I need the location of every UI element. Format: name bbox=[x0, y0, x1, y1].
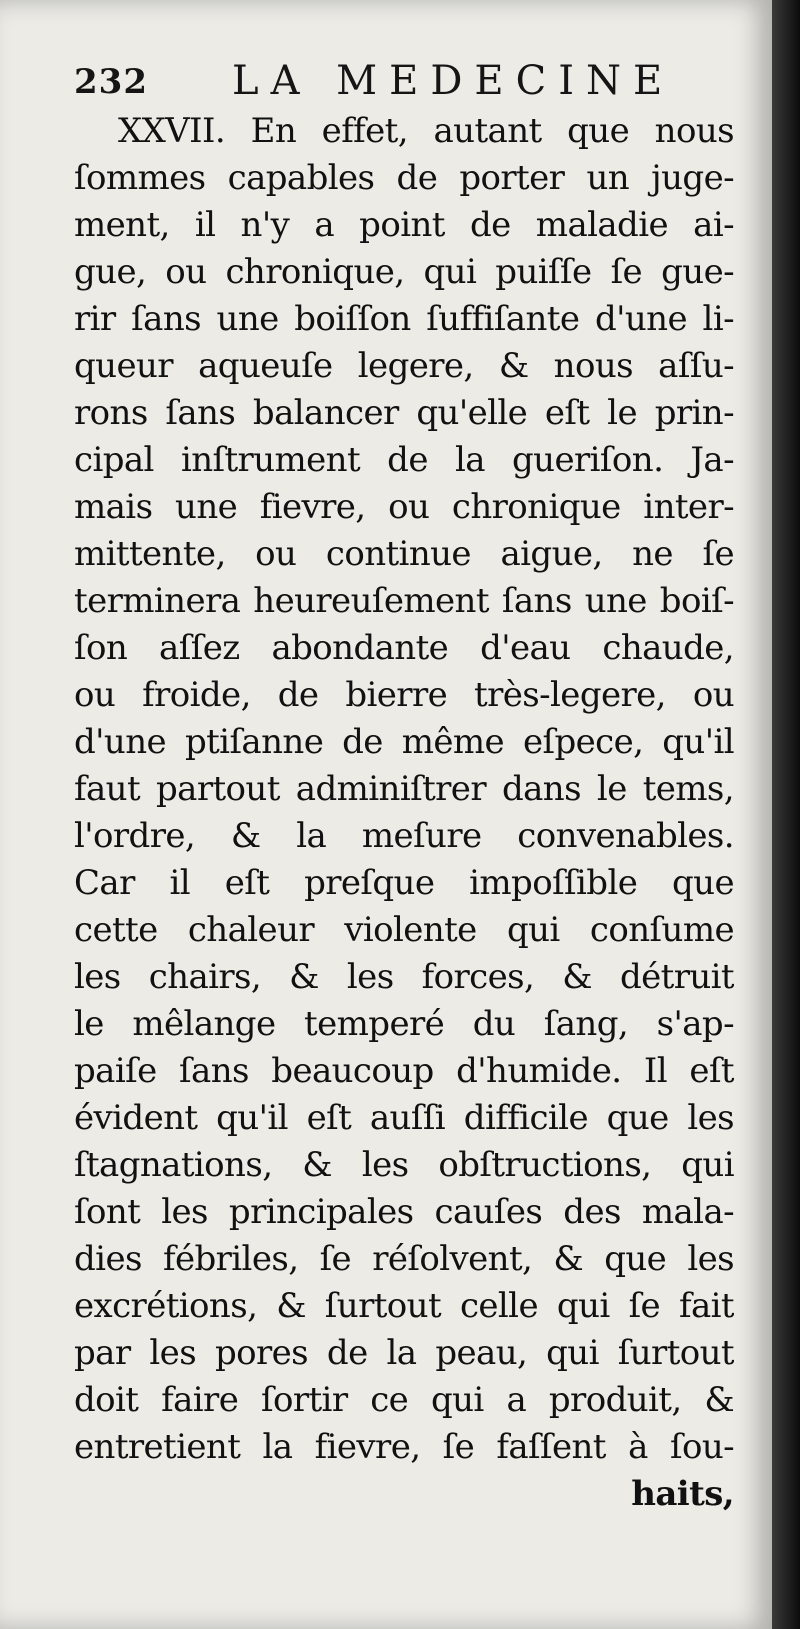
text-line: cette chaleur violente qui conſume bbox=[74, 910, 734, 950]
text-line: entretient la fievre, ſe faſſent à ſou- bbox=[74, 1427, 734, 1467]
text-line: rons ſans balancer qu'elle eſt le prin- bbox=[74, 393, 734, 433]
text-line: le mêlange temperé du ſang, s'ap- bbox=[74, 1004, 734, 1044]
text-line: gue, ou chronique, qui puiſſe ſe gue- bbox=[74, 252, 734, 292]
body-text bbox=[74, 108, 734, 1518]
running-title: LA MEDECINE bbox=[232, 58, 675, 104]
text-line: l'ordre, & la meſure convenables. bbox=[74, 816, 734, 856]
catchword: haits, bbox=[631, 1474, 734, 1514]
text-line: excrétions, & ſurtout celle qui ſe fait bbox=[74, 1286, 734, 1326]
text-line: ou froide, de bierre très-legere, ou bbox=[74, 675, 734, 715]
text-line: Car il eſt preſque impoſſible que bbox=[74, 863, 734, 903]
text-line: les chairs, & les forces, & détruit bbox=[74, 957, 734, 997]
text-line: ſommes capables de porter un juge- bbox=[74, 158, 734, 198]
text-line: dies fébriles, ſe réſolvent, & que les bbox=[74, 1239, 734, 1279]
page-number: 232 bbox=[74, 62, 148, 102]
text-line: doit faire ſortir ce qui a produit, & bbox=[74, 1380, 734, 1420]
text-line: mittente, ou continue aigue, ne ſe bbox=[74, 534, 734, 574]
page-edge-shadow bbox=[772, 0, 800, 1629]
text-line: ſont les principales cauſes des mala- bbox=[74, 1192, 734, 1232]
page-header bbox=[74, 58, 734, 110]
text-line: faut partout adminiſtrer dans le tems, bbox=[74, 769, 734, 809]
text-line: XXVII. En effet, autant que nous bbox=[118, 111, 734, 151]
text-line: mais une fievre, ou chronique inter- bbox=[74, 487, 734, 527]
text-line: ſtagnations, & les obſtructions, qui bbox=[74, 1145, 734, 1185]
text-line: queur aqueuſe legere, & nous aſſu- bbox=[74, 346, 734, 386]
text-line: par les pores de la peau, qui ſurtout bbox=[74, 1333, 734, 1373]
text-line: rir ſans une boiſſon ſuffiſante d'une li- bbox=[74, 299, 734, 339]
text-line: d'une ptiſanne de même eſpece, qu'il bbox=[74, 722, 734, 762]
text-line: évident qu'il eſt auſſi difficile que les bbox=[74, 1098, 734, 1138]
text-line: cipal inſtrument de la gueriſon. Ja- bbox=[74, 440, 734, 480]
text-line: terminera heureuſement ſans une boiſ- bbox=[74, 581, 734, 621]
text-line: ſon aſſez abondante d'eau chaude, bbox=[74, 628, 734, 668]
text-line: paiſe ſans beaucoup d'humide. Il eſt bbox=[74, 1051, 734, 1091]
text-line: ment, il n'y a point de maladie ai- bbox=[74, 205, 734, 245]
